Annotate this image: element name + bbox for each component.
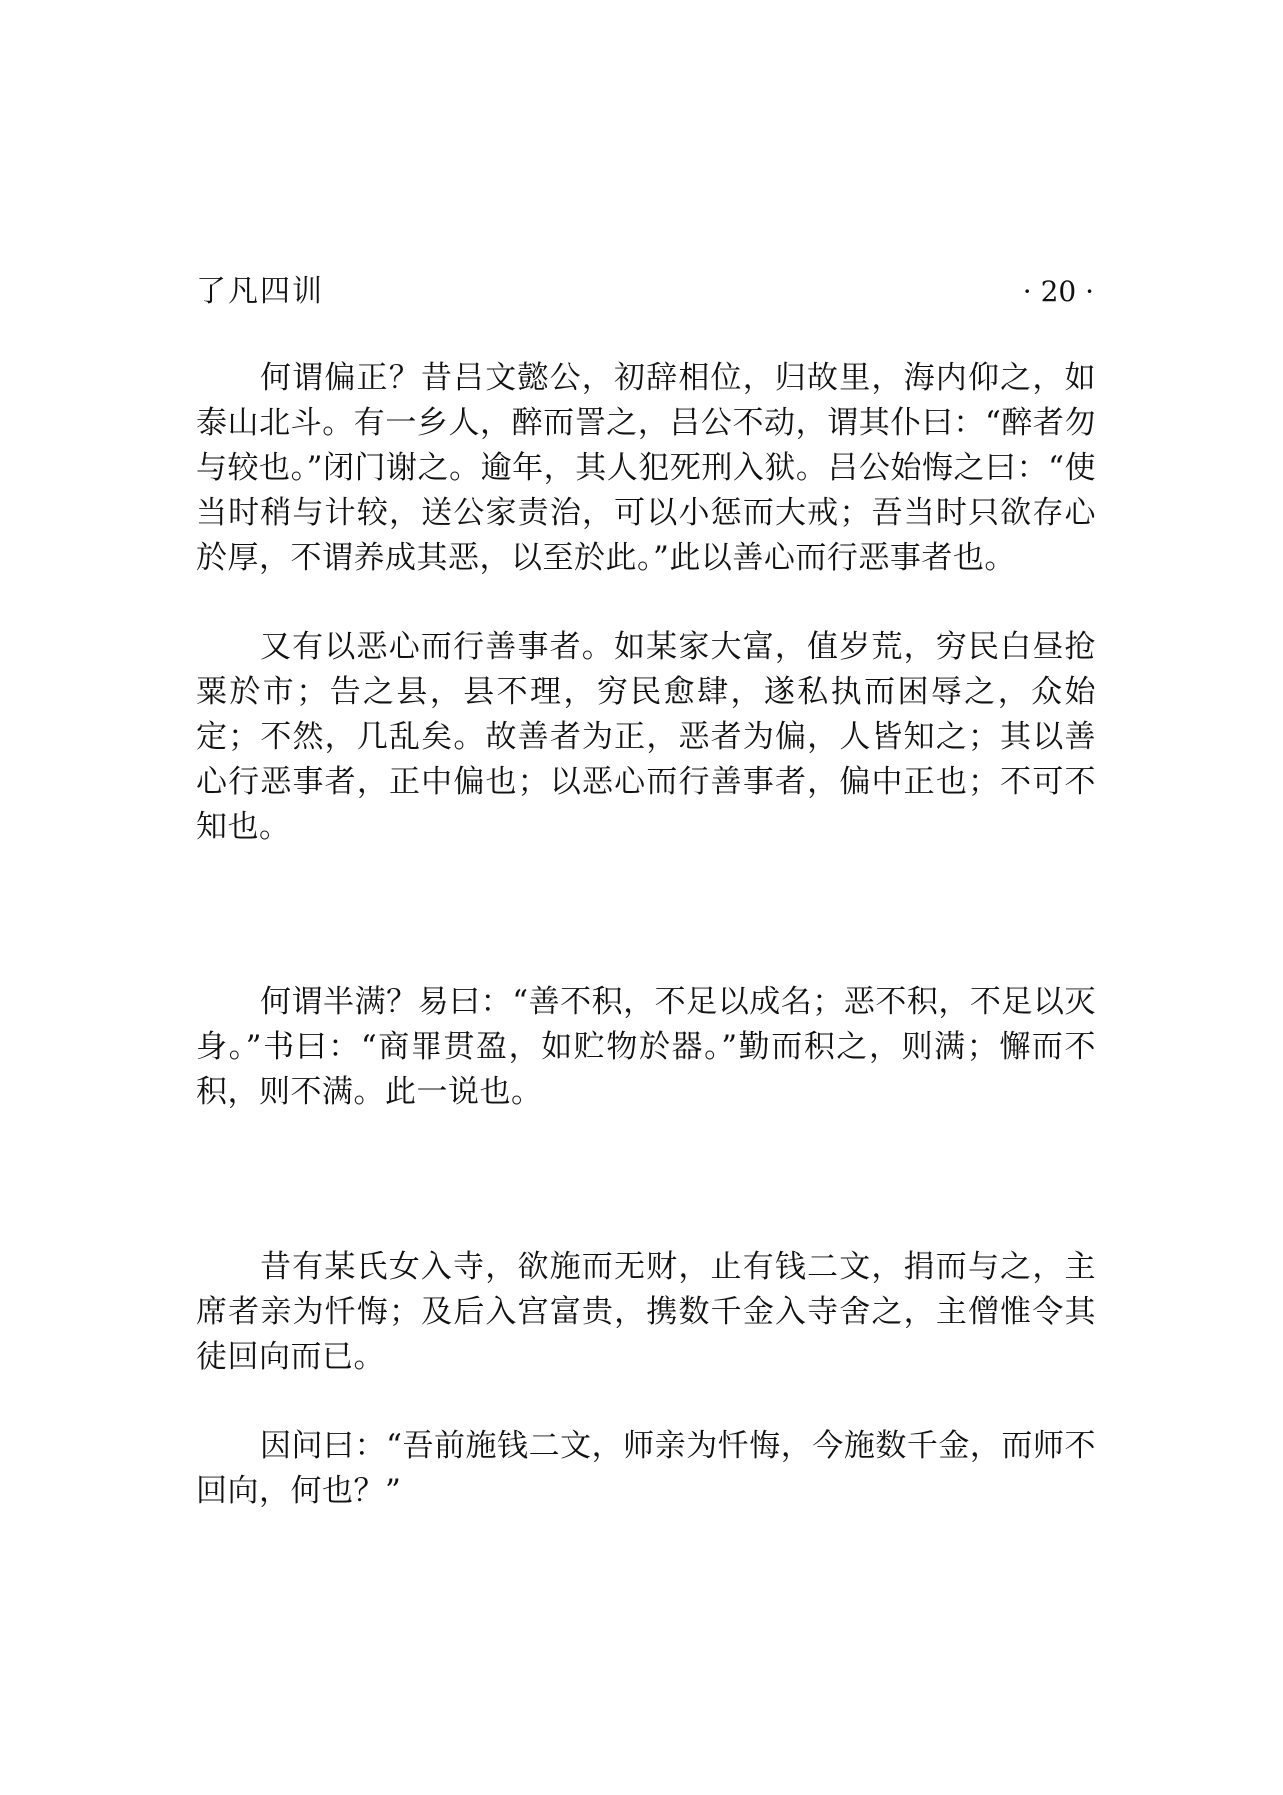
paragraph: 何谓偏正？昔吕文懿公，初辞相位，归故里，海内仰之，如泰山北斗。有一乡人，醉而詈之，吕公不动，谓其仆曰：“醉者勿与较也。”闭门谢之。逾年，其人犯死刑入狱。吕公始悔之曰：“使当时稍与计较，送公家责治，可以小惩而大戒；吾当时只欲存心於厚，不谓养成其恶，以至於此。”此以善心而行恶事者也。 (196, 360, 1096, 576)
paragraph: 又有以恶心而行善事者。如某家大富，值岁荒，穷民白昼抢粟於市；告之县，县不理，穷民愈肆，遂私执而困辱之，众始定；不然，几乱矣。故善者为正，恶者为偏，人皆知之；其以善心行恶事者，正中偏也；以恶心而行善事者，偏中正也；不可不知也。 (196, 629, 1096, 845)
paragraph-spacer (196, 1380, 1096, 1424)
section-spacer (196, 1115, 1096, 1245)
paragraph-spacer (196, 581, 1096, 625)
paragraph: 何谓半满？易曰：“善不积，不足以成名；恶不积，不足以灭身。”书曰：“商罪贯盈，如贮物於器。”勤而积之，则满；懈而不积，则不满。此一说也。 (196, 984, 1096, 1110)
paragraph: 昔有某氏女入寺，欲施而无财，止有钱二文，捐而与之，主席者亲为忏悔；及后入宫富贵，携数千金入寺舍之，主僧惟令其徒回向而已。 (196, 1249, 1096, 1375)
section-spacer (196, 850, 1096, 980)
page-header (196, 270, 1094, 314)
page-number: · 20 · (1022, 275, 1094, 308)
book-title: 了凡四训 (196, 274, 324, 309)
paragraph: 因问曰：“吾前施钱二文，师亲为忏悔，今施数千金，而师不回向，何也？” (196, 1428, 1096, 1509)
body-text (196, 356, 1096, 1514)
